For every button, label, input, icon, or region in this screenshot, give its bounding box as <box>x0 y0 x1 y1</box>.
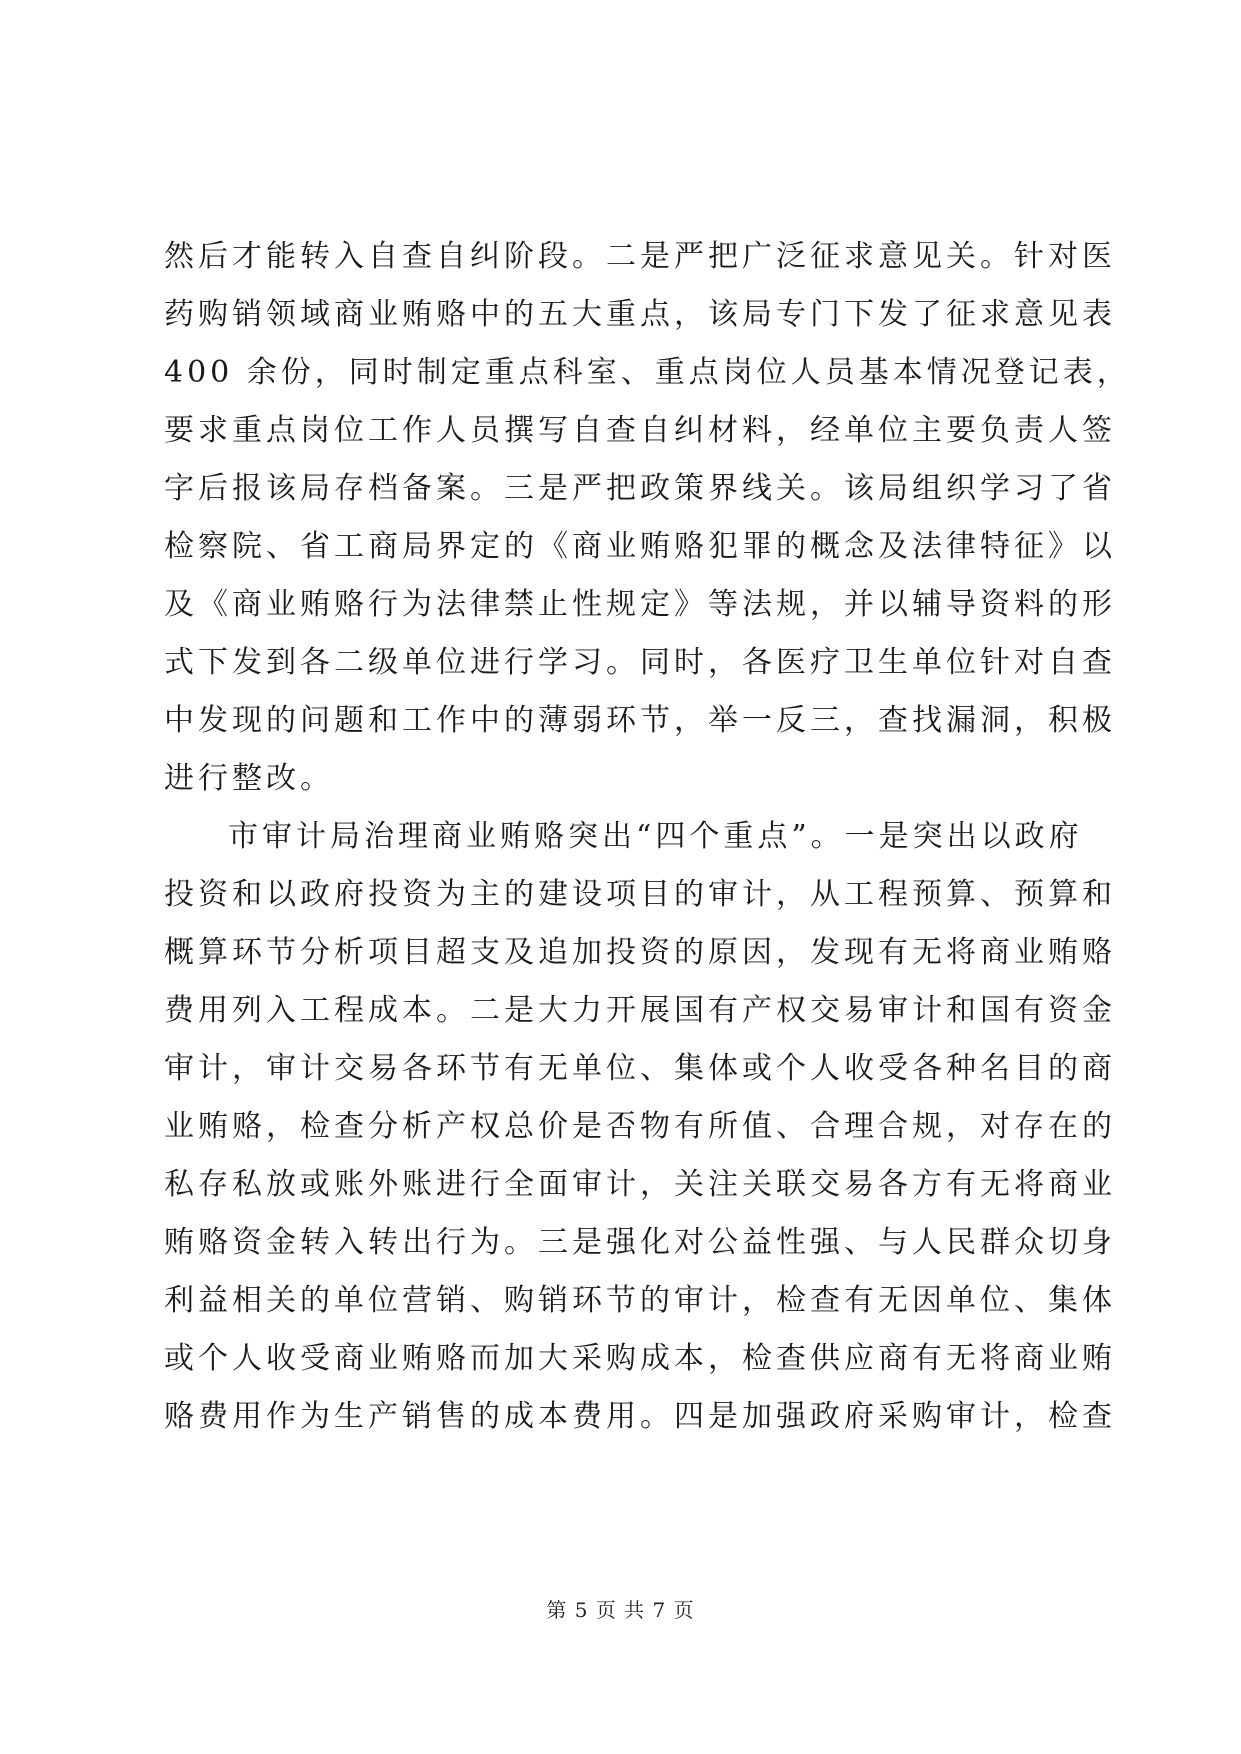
text-line: 审计，审计交易各环节有无单位、集体或个人收受各种名目的商 <box>164 1051 1116 1086</box>
text-line: 然后才能转入自查自纠阶段。二是严把广泛征求意见关。针对医 <box>164 239 1116 274</box>
page-number-footer: 第 5 页 共 7 页 <box>546 1598 695 1622</box>
text-line: 进行整改。 <box>164 761 334 796</box>
text-line: 赂费用作为生产销售的成本费用。四是加强政府采购审计，检查 <box>164 1399 1116 1434</box>
text-line: 药购销领域商业贿赂中的五大重点，该局专门下发了征求意见表 <box>164 297 1116 332</box>
text-line: 要求重点岗位工作人员撰写自查自纠材料，经单位主要负责人签 <box>164 413 1116 448</box>
text-line: 及《商业贿赂行为法律禁止性规定》等法规，并以辅导资料的形 <box>164 587 1116 622</box>
paragraph-start-line: 市审计局治理商业贿赂突出“四个重点”。一是突出以政府 <box>228 819 1083 854</box>
text-line: 利益相关的单位营销、购销环节的审计，检查有无因单位、集体 <box>164 1283 1116 1318</box>
text-line: 400 余份，同时制定重点科室、重点岗位人员基本情况登记表， <box>164 355 1131 390</box>
text-line: 式下发到各二级单位进行学习。同时，各医疗卫生单位针对自查 <box>164 645 1116 680</box>
text-line: 费用列入工程成本。二是大力开展国有产权交易审计和国有资金 <box>164 993 1116 1028</box>
body-text <box>164 228 1131 1446</box>
text-line: 中发现的问题和工作中的薄弱环节，举一反三，查找漏洞，积极 <box>164 703 1116 738</box>
text-line: 字后报该局存档备案。三是严把政策界线关。该局组织学习了省 <box>164 471 1116 506</box>
text-line: 或个人收受商业贿赂而加大采购成本，检查供应商有无将商业贿 <box>164 1341 1116 1376</box>
text-line: 投资和以政府投资为主的建设项目的审计，从工程预算、预算和 <box>164 877 1116 912</box>
text-line: 概算环节分析项目超支及追加投资的原因，发现有无将商业贿赂 <box>164 935 1116 970</box>
text-line: 私存私放或账外账进行全面审计，关注关联交易各方有无将商业 <box>164 1167 1116 1202</box>
text-line: 贿赂资金转入转出行为。三是强化对公益性强、与人民群众切身 <box>164 1225 1116 1260</box>
text-line: 检察院、省工商局界定的《商业贿赂犯罪的概念及法律特征》以 <box>164 529 1116 564</box>
text-line: 业贿赂，检查分析产权总价是否物有所值、合理合规，对存在的 <box>164 1109 1116 1144</box>
